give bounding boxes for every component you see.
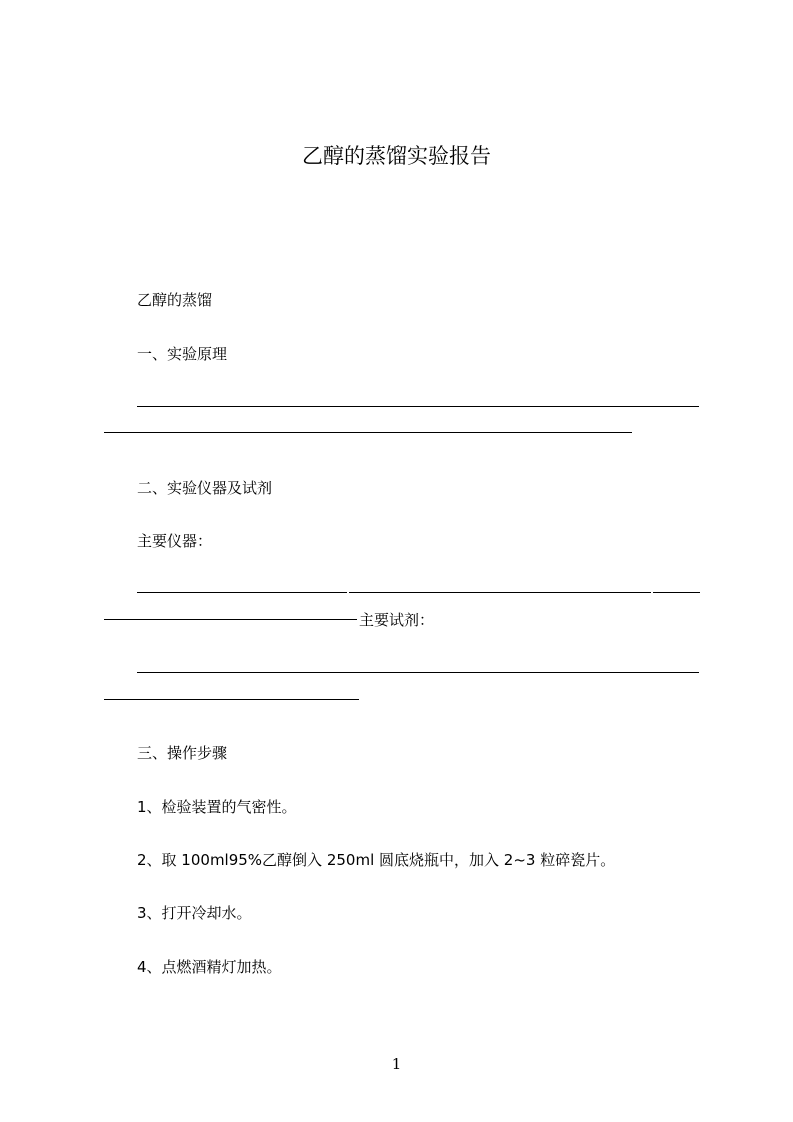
subtitle: 乙醇的蒸馏 [137, 291, 213, 309]
section-procedure-heading: 三、操作步骤 [137, 744, 228, 762]
procedure-step: 1、检验装置的气密性。 [137, 798, 297, 816]
reagents-label: 主要试剂： [359, 611, 435, 629]
instruments-label: 主要仪器： [137, 532, 213, 550]
page-title: 乙醇的蒸馏实验报告 [302, 144, 491, 168]
section-apparatus-heading: 二、实验仪器及试剂 [137, 479, 273, 497]
principle-blank-line-1 [137, 406, 699, 407]
instruments-blank-line-1c [653, 592, 700, 593]
instruments-blank-line-2 [104, 619, 357, 620]
procedure-step: 2、取 100ml95%乙醇倒入 250ml 圆底烧瓶中，加入 2~3 粒碎瓷片。 [137, 851, 616, 869]
page-number: 1 [391, 1055, 402, 1073]
procedure-step: 4、点燃酒精灯加热。 [137, 958, 282, 976]
section-principle-heading: 一、实验原理 [137, 345, 228, 363]
reagents-blank-line-2 [104, 699, 359, 700]
instruments-blank-line-1b [349, 592, 651, 593]
principle-blank-line-2 [104, 432, 632, 433]
procedure-step: 3、打开冷却水。 [137, 904, 252, 922]
instruments-blank-line-1a [137, 592, 347, 593]
reagents-blank-line-1 [137, 672, 699, 673]
